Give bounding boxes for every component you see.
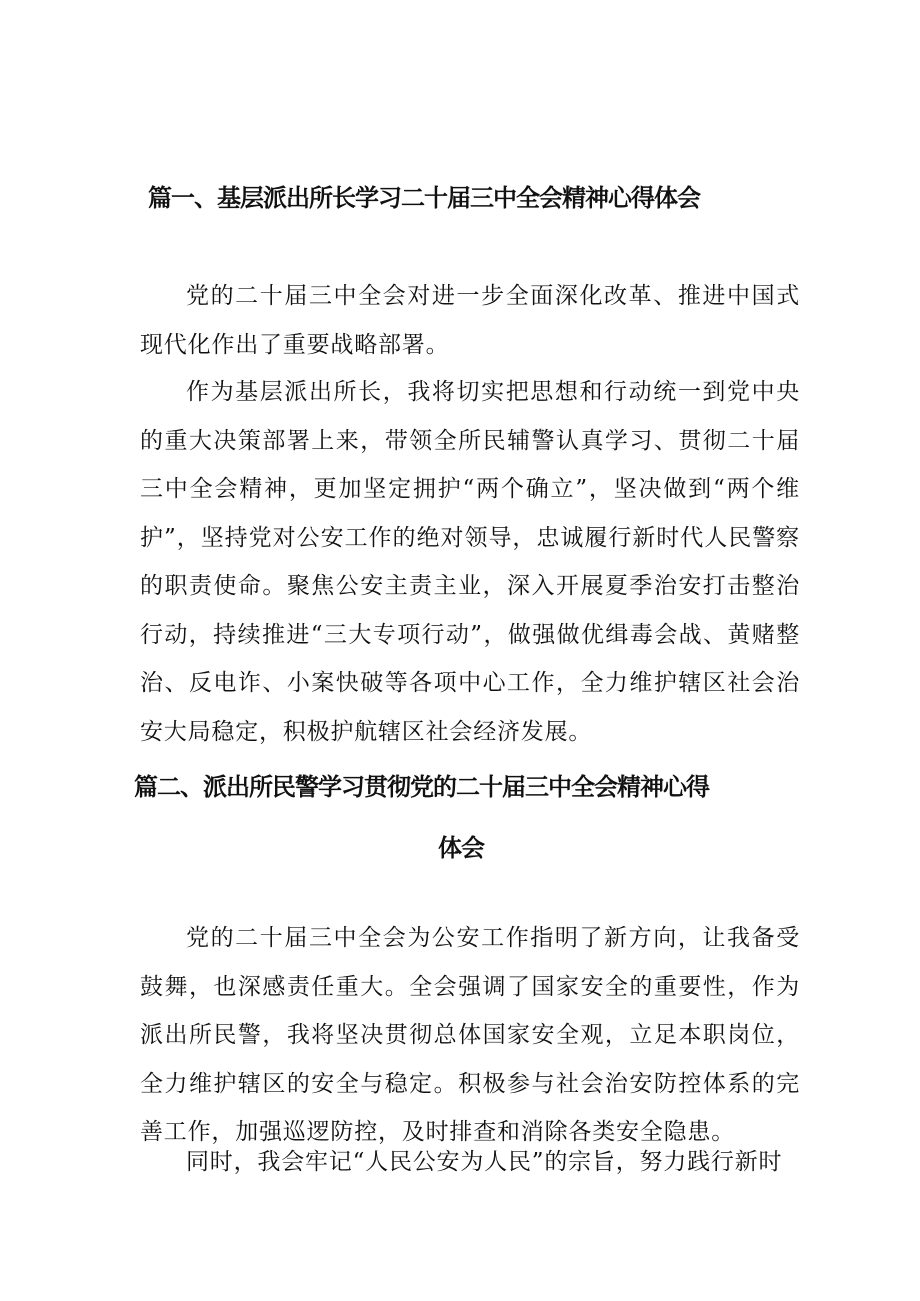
- section-2-title-line-2: 体会: [438, 834, 484, 862]
- section-2-paragraph-2: 同时，我会牢记“人民公安为人民”的宗旨，努力践行新时: [186, 1149, 783, 1175]
- section-2-paragraph-1: 党的二十届三中全会为公安工作指明了新方向，让我备受鼓舞，也深感责任重大。全会强调了国家安全的重要性，作为派出所民警，我将坚决贯彻总体国家安全观，立足本职岗位，全力维护辖区的安全与稳定。积极参与社会治安防控体系的完善工作，加强巡逻防控，及时排查和消除各类安全隐患。: [140, 925, 800, 1145]
- section-1-paragraph-2: 作为基层派出所长，我将切实把思想和行动统一到党中央的重大决策部署上来，带领全所民辅警认真学习、贯彻二十届三中全会精神，更加坚定拥护“两个确立”，坚决做到“两个维护”，坚持党对公安工作的绝对领导，忠诚履行新时代人民警察的职责使命。聚焦公安主责主业，深入开展夏季治安打击整治行动，持续推进“三大专项行动”，做强做优缉毒会战、黄赌整治、反电诈、小案快破等各项中心工作，全力维护辖区社会治安大局稳定，积极护航辖区社会经济发展。: [140, 379, 800, 745]
- section-2-title-line-1: 篇二、派出所民警学习贯彻党的二十届三中全会精神心得: [134, 773, 709, 801]
- section-1-title: 篇一、基层派出所长学习二十届三中全会精神心得体会: [148, 184, 700, 212]
- section-1-paragraph-1: 党的二十届三中全会对进一步全面深化改革、推进中国式现代化作出了重要战略部署。: [140, 283, 800, 358]
